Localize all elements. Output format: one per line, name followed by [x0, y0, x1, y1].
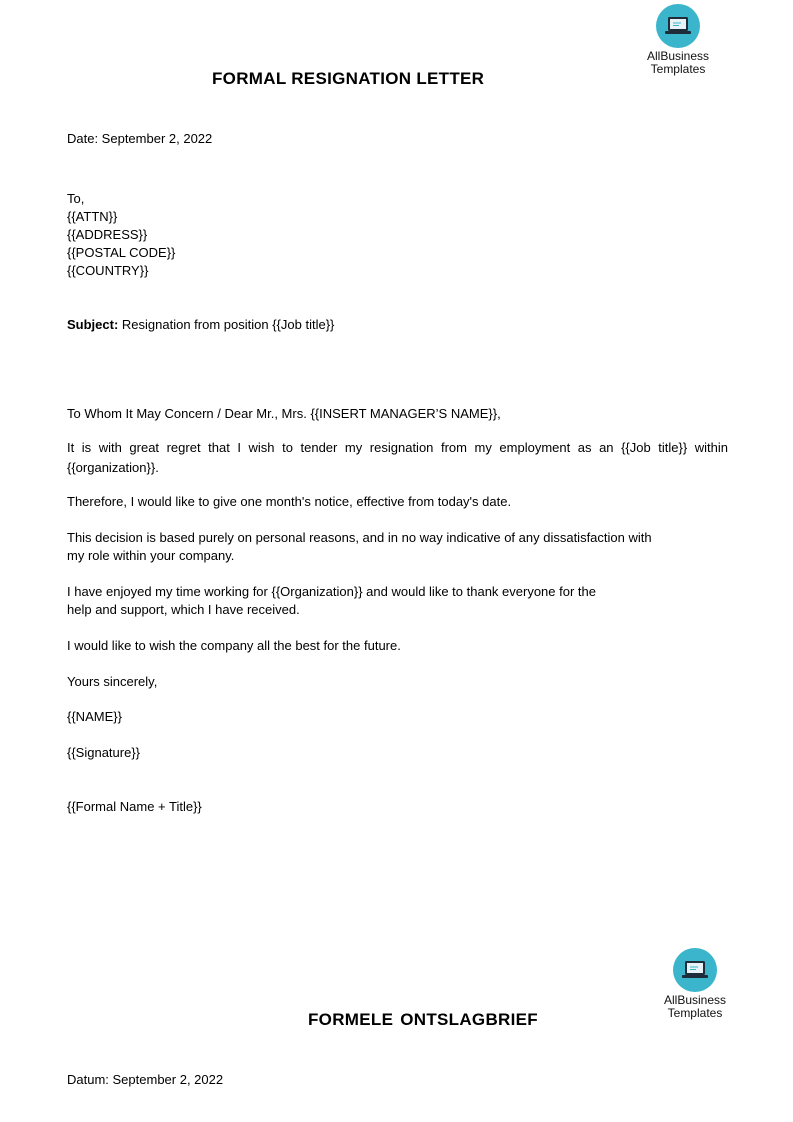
greeting: To Whom It May Concern / Dear Mr., Mrs. {{INSERT MANAGER’S NAME}},	[67, 406, 501, 421]
address-country: {{COUNTRY}}	[67, 263, 149, 278]
laptop-icon	[673, 948, 717, 992]
paragraph-4-line-1: I have enjoyed my time working for {{Organization}} and would like to thank everyone for the	[67, 584, 596, 599]
address-to: To,	[67, 191, 85, 206]
logo-line-1: AllBusiness	[646, 49, 710, 63]
closing: Yours sincerely,	[67, 674, 158, 689]
letter-title: FORMAL RESIGNATION LETTER	[212, 69, 485, 88]
paragraph-3-line-2: my role within your company.	[67, 548, 235, 563]
formal-name-title: {{Formal Name + Title}}	[67, 799, 202, 814]
allbusiness-logo	[638, 4, 718, 76]
address-address: {{ADDRESS}}	[67, 227, 148, 242]
laptop-icon	[656, 4, 700, 48]
address-attn: {{ATTN}}	[67, 209, 118, 224]
subject-label: Subject:	[67, 317, 119, 332]
logo-text	[638, 50, 718, 76]
paragraph-4-line-2: help and support, which I have received.	[67, 602, 300, 617]
paragraph-5: I would like to wish the company all the best for the future.	[67, 638, 401, 653]
letter-date: Date: September 2, 2022	[67, 131, 213, 146]
letter-title-nl: FORMELE ONTSLAGBRIEF	[308, 1010, 538, 1029]
paragraph-3-line-1: This decision is based purely on personal reasons, and in no way indicative of any dissatisfaction with	[67, 530, 652, 545]
logo-line-2: Templates	[650, 62, 706, 76]
address-postal-code: {{POSTAL CODE}}	[67, 245, 176, 260]
subject-line	[67, 316, 334, 334]
logo-text	[655, 994, 735, 1020]
signature: {{Signature}}	[67, 745, 141, 760]
paragraph-2: Therefore, I would like to give one month's notice, effective from today's date.	[67, 494, 512, 509]
logo-line-1: AllBusiness	[663, 993, 727, 1007]
letter-date-nl: Datum: September 2, 2022	[67, 1072, 224, 1087]
logo-line-2: Templates	[667, 1006, 723, 1020]
signer-name: {{NAME}}	[67, 709, 122, 724]
paragraph-1: It is with great regret that I wish to tender my resignation from my employment as an {{Job title}} within {{organization}}.	[67, 440, 728, 475]
subject-text: Resignation from position {{Job title}}	[118, 317, 335, 332]
allbusiness-logo-2	[655, 948, 735, 1020]
